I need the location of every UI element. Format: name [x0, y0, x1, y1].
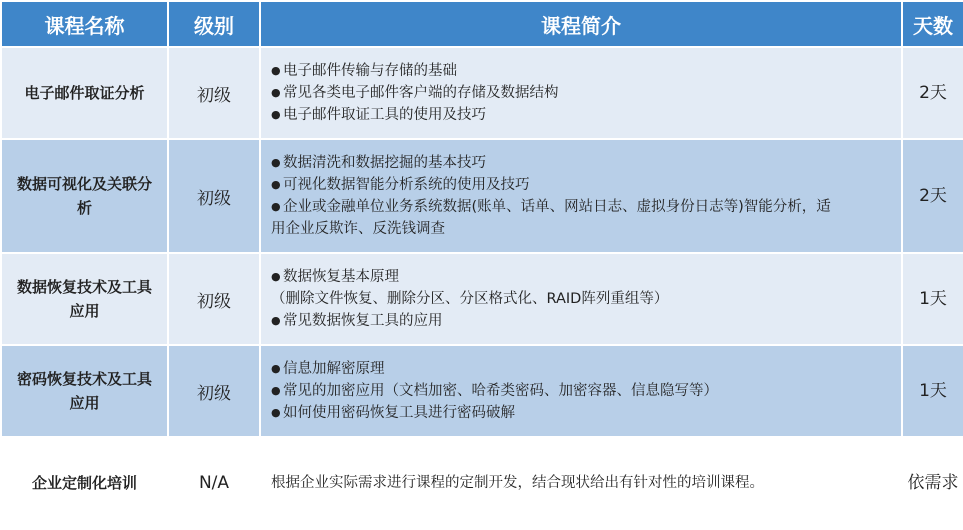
header-course-name: 课程名称: [2, 2, 167, 46]
course-level: 初级: [169, 140, 259, 252]
course-level: N/A: [169, 438, 259, 528]
description-item: ● 常见各类电子邮件客户端的存储及数据结构: [271, 82, 895, 104]
description-item: ● 电子邮件取证工具的使用及技巧: [271, 104, 895, 126]
course-level: 初级: [169, 254, 259, 344]
course-name: 密码恢复技术及工具应用: [2, 346, 167, 436]
description-text: 根据企业实际需求进行课程的定制开发，结合现状给出有针对性的培训课程。: [271, 475, 764, 491]
description-item: ● 如何使用密码恢复工具进行密码破解: [271, 402, 895, 424]
description-item: ● 可视化数据智能分析系统的使用及技巧: [271, 174, 895, 196]
course-row: [2, 140, 963, 252]
header-level: 级别: [169, 2, 259, 46]
course-row: [2, 346, 963, 436]
description-item: ● 电子邮件传输与存储的基础: [271, 60, 895, 82]
description-item: ● 数据恢复基本原理: [271, 266, 895, 288]
course-level: 初级: [169, 48, 259, 138]
course-days: 1天: [903, 254, 963, 344]
course-name: 数据恢复技术及工具应用: [2, 254, 167, 344]
description-item-continuation: 用企业反欺诈、反洗钱调查: [271, 221, 445, 237]
description-item: ● 常见的加密应用（文档加密、哈希类密码、加密容器、信息隐写等）: [271, 380, 895, 402]
header-row: [2, 2, 963, 46]
course-description: [261, 346, 901, 436]
course-days: 2天: [903, 48, 963, 138]
course-name: 数据可视化及关联分析: [2, 140, 167, 252]
course-name: 企业定制化培训: [2, 438, 167, 528]
header-course-intro: 课程简介: [261, 2, 901, 46]
course-level: 初级: [169, 346, 259, 436]
header-days: 天数: [903, 2, 963, 46]
course-days: 依需求: [903, 438, 963, 528]
course-description: [261, 48, 901, 138]
course-days: 2天: [903, 140, 963, 252]
course-description: [261, 140, 901, 252]
course-description: [261, 438, 901, 528]
course-row: [2, 254, 963, 344]
course-row: [2, 48, 963, 138]
description-item: ● 企业或金融单位业务系统数据(账单、话单、网站日志、虚拟身份日志等)智能分析，适: [271, 196, 895, 218]
course-days: 1天: [903, 346, 963, 436]
course-description: [261, 254, 901, 344]
description-item-continuation: （删除文件恢复、删除分区、分区格式化、RAID阵列重组等）: [271, 291, 669, 307]
course-name: 电子邮件取证分析: [2, 48, 167, 138]
description-item: ● 数据清洗和数据挖掘的基本技巧: [271, 152, 895, 174]
course-row: [2, 438, 963, 528]
description-item: ● 常见数据恢复工具的应用: [271, 310, 895, 332]
description-item: ● 信息加解密原理: [271, 358, 895, 380]
